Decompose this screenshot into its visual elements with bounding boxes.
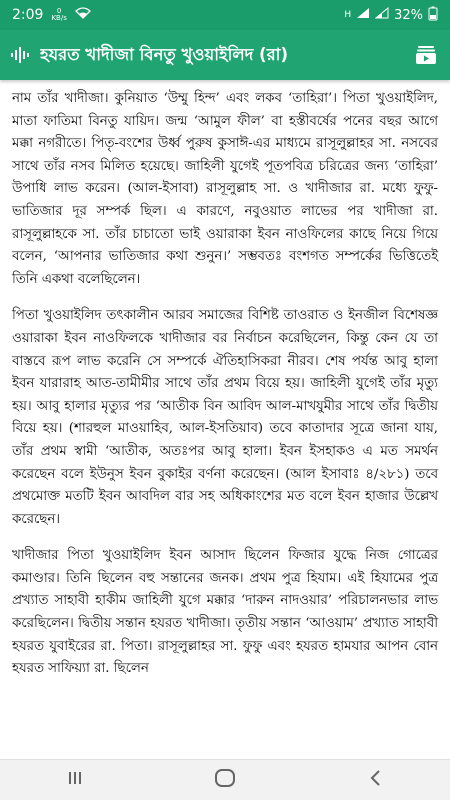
network-type-label: H [344,10,352,20]
status-right [344,6,438,25]
data-speed-icon: 0 KB/s [51,7,67,22]
recent-apps-icon [66,770,84,790]
wifi-icon [75,7,91,23]
status-time: 2:09 [12,7,44,23]
status-bar [0,0,450,30]
battery-icon [428,6,438,25]
home-icon [214,768,236,792]
back-button[interactable] [345,760,405,800]
signal-icon-2 [375,7,389,23]
app-bar [0,30,450,80]
article-paragraph-3: খাদীজার পিতা খুওয়াইলিদ ইবন আসাদ ছিলেন ফিজার যুদ্ধে নিজ গোত্রের কমাণ্ডার। তিনি ছিলেন বহু সন্তানের জনক। প্রথম পুত্র হিযাম। এই হিযামের পুত্র প্রখ্যাত সাহাবী হাকীম জাহিলী যুগে মক্কার ‘দারুন নাদওয়ার’ পরিচালনভার লাভ করেছিলেন। দ্বিতীয় সন্তান হযরত খাদীজা। তৃতীয় সন্তান ‘আওয়াম’ প্রখ্যাত সাহাবী হযরত যুবাইরের রা. পিতা। রাসূলুল্লাহর সা. ফুফু এবং হযরত হামযার আপন বোন হযরত সাফিয়্যা রা. ছিলেন [12,548,438,677]
recent-apps-button[interactable] [45,760,105,800]
system-nav-bar [0,759,450,800]
battery-percent: 32% [394,7,423,23]
status-left [12,7,91,23]
article-content[interactable] [0,80,450,760]
page-title: হযরত খাদীজা বিনতু খুওয়াইলিদ (রা) [40,44,288,64]
signal-icon [356,7,370,23]
home-button[interactable] [195,760,255,800]
media-library-icon[interactable] [412,41,440,69]
article-paragraph-2: পিতা খুওয়াইলিদ তৎকালীন আরব সমাজের বিশিষ্ট তাওরাত ও ইনজীল বিশেষজ্ঞ ওয়ারাকা ইবন নাওফিলকে খাদীজার বর নির্বাচন করেছিলেন, কিন্তু কেন যে তা বাস্তবে রূপ লাভ করেনি সে সম্পর্কে ঐতিহাসিকরা নীরব। শেষ পর্যন্ত আবু হালা ইবন যারারাহ আত-তামীমীর সাথে তাঁর প্রথম বিয়ে হয়। জাহিলী যুগেই তাঁর মৃত্যু হয়। আবু হালার মৃত্যুর পর ‘আতীক বিন আবিদ আল-মাখযুমীর সাথে তাঁর দ্বিতীয় বিয়ে হয়। (শারহুল মাওয়াহিব, আল-ইসতিয়াব) তবে কাতাদার সূত্রে জানা যায়, তাঁর প্রথম স্বামী ‘আতীক, অতঃপর আবু হালা। ইবন ইসহাকও এ মত সমর্থন করেছেন বলে ইউনুস ইবন বুকাইর বর্ণনা করেছেন। (আল ইসাবাঃ ৪/২৮১) তবে প্রথমোক্ত মতটি ইবন আবদিল বার সহ অধিকাংশের মত বলে ইবন হাজার উল্লেখ করেছেন। [12,308,438,527]
article-paragraph-1: নাম তাঁর খাদীজা। কুনিয়াত ‘উম্মু হিন্দ’ এবং লকব ‘তাহিরা’। পিতা খুওয়াইলিদ, মাতা ফাতিমা বিনতু যায়িদ। জন্ম ‘আমুল ফীল’ বা হস্তীবর্ষের পনের বছর আগে মক্কা নগরীতে। পিতৃ-বংশের উর্ধ্ব পুরুষ কুসাঈ-এর মাধ্যমে রাসূলুল্লাহর সা. নসবের সাথে তাঁর নসব মিলিত হয়েছে। জাহিলী যুগেই পূতপবিত্র চরিত্রের জন্য ‘তাহিরা’ উপাধি লাভ করেন। (আল-ইসাবা) রাসূলুল্লাহ সা. ও খাদীজার রা. মধ্যে ফুফু-ভাতিজার দূর সম্পর্ক ছিল। এ কারণে, নবুওয়াত লাভের পর খাদীজা রা. রাসূলুল্লাহকে সা. তাঁর চাচাতো ভাই ওয়ারাকা ইবন নাওফিলের কাছে নিয়ে গিয়ে বলেন, ‘আপনার ভাতিজার কথা শুনুন।’ সম্ভবতঃ বংশগত সম্পর্কের ভিত্তিতেই তিনি একথা বলেছিলেন। [12,91,438,287]
back-icon [368,769,382,791]
audio-waveform-icon [10,43,34,67]
